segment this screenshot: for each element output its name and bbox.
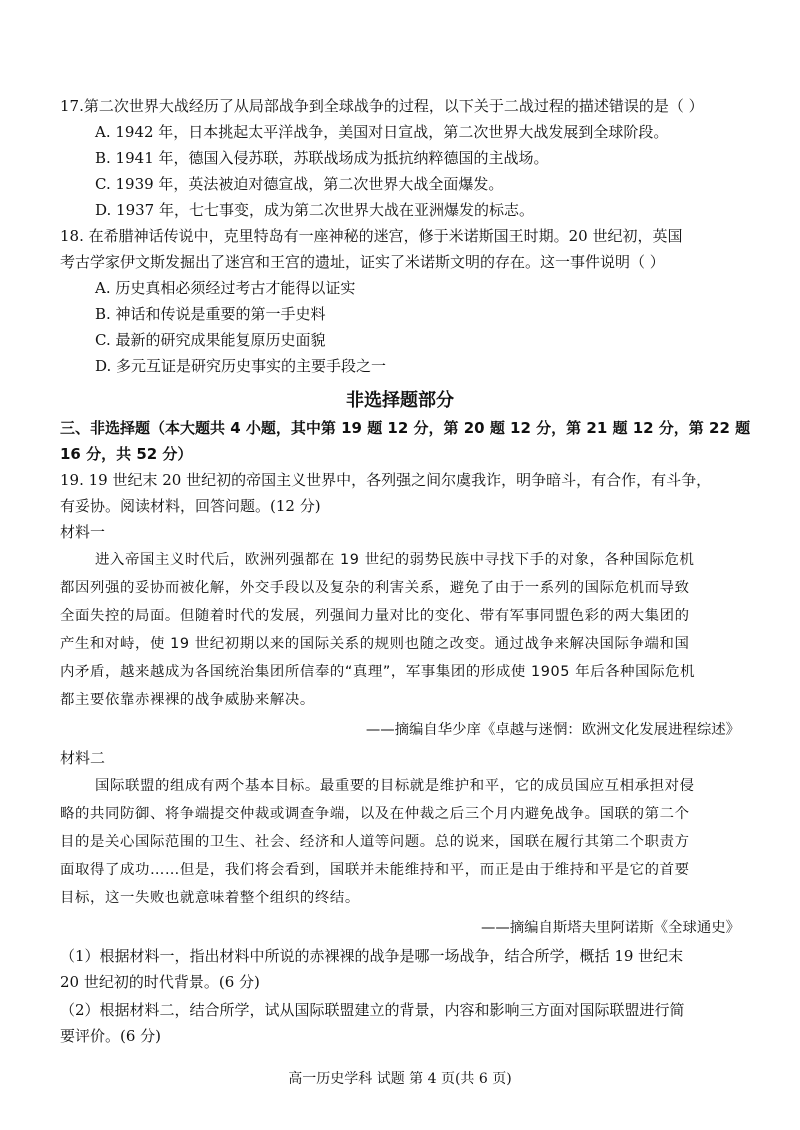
- material-1-source: ——摘编自华少庠《卓越与迷惘：欧洲文化发展进程综述》: [365, 722, 740, 738]
- material-2-label: 材料二: [60, 749, 106, 767]
- q19-sub2-line-1: （2）根据材料二，结合所学，试从国际联盟建立的背景，内容和影响三方面对国际联盟进行简: [60, 1001, 685, 1019]
- material-2-line: 面取得了成功……但是，我们将会看到，国联并未能维持和平，而正是由于维持和平是它的首要: [60, 862, 690, 878]
- q19-stem-line-1: 19. 19 世纪末 20 世纪初的帝国主义世界中，各列强之间尔虞我诈，明争暗斗，有合作，有斗争，: [60, 471, 712, 489]
- section-title: 非选择题部分: [346, 390, 454, 411]
- material-1-label: 材料一: [60, 523, 106, 541]
- section-intro-line-1: 三、非选择题（本大题共 4 小题，其中第 19 题 12 分，第 20 题 12 分，第 21 题 12 分，第 22 题: [60, 419, 751, 437]
- q19-sub1-line-1: （1）根据材料一，指出材料中所说的赤裸裸的战争是哪一场战争，结合所学，概括 19 世纪末: [60, 947, 684, 965]
- q17-stem: 17.第二次世界大战经历了从局部战争到全球战争的过程，以下关于二战过程的描述错误的是（ ）: [60, 97, 704, 115]
- material-1-line: 产生和对峙，使 19 世纪初期以来的国际关系的规则也随之改变。通过战争来解决国际争端和国: [60, 636, 690, 652]
- section-intro-line-2: 16 分，共 52 分）: [60, 445, 193, 463]
- material-2-line: 略的共同防御、将争端提交仲裁或调查争端，以及在仲裁之后三个月内避免战争。国联的第二个: [60, 806, 690, 822]
- q18-option-c: C. 最新的研究成果能复原历史面貌: [95, 331, 326, 349]
- q18-stem-line-1: 18. 在希腊神话传说中，克里特岛有一座神秘的迷宫，修于米诺斯国王时期。20 世纪初，英国: [60, 227, 683, 245]
- material-1-line: 进入帝国主义时代后，欧洲列强都在 19 世纪的弱势民族中寻找下手的对象，各种国际危机: [95, 552, 695, 568]
- q19-stem-line-2: 有妥协。阅读材料，回答问题。(12 分): [60, 497, 321, 515]
- q19-sub2-line-2: 要评价。(6 分): [60, 1027, 162, 1045]
- material-1-line: 全面失控的局面。但随着时代的发展，列强间力量对比的变化、带有军事同盟色彩的两大集团的: [60, 608, 690, 624]
- q19-sub1-line-2: 20 世纪初的时代背景。(6 分): [60, 973, 260, 991]
- material-1-line: 都因列强的妥协而被化解，外交手段以及复杂的利害关系，避免了由于一系列的国际危机而导致: [60, 580, 690, 596]
- q17-option-c: C. 1939 年，英法被迫对德宣战，第二次世界大战全面爆发。: [95, 175, 504, 193]
- page-footer: 高一历史学科 试题 第 4 页(共 6 页): [288, 1071, 512, 1087]
- q17-option-a: A. 1942 年，日本挑起太平洋战争，美国对日宣战，第二次世界大战发展到全球阶段。: [95, 123, 669, 141]
- material-1-line: 都主要依靠赤裸裸的战争威胁来解决。: [60, 692, 315, 708]
- q17-option-d: D. 1937 年，七七事变，成为第二次世界大战在亚洲爆发的标志。: [95, 201, 534, 219]
- q17-option-b: B. 1941 年，德国入侵苏联，苏联战场成为抵抗纳粹德国的主战场。: [95, 149, 549, 167]
- q18-option-d: D. 多元互证是研究历史事实的主要手段之一: [95, 357, 387, 375]
- material-2-line: 国际联盟的组成有两个基本目标。最重要的目标就是维护和平，它的成员国应互相承担对侵: [95, 778, 695, 794]
- q18-stem-line-2: 考古学家伊文斯发掘出了迷宫和王宫的遗址，证实了米诺斯文明的存在。这一事件说明（ ）: [60, 253, 665, 271]
- q18-option-b: B. 神话和传说是重要的第一手史料: [95, 305, 326, 323]
- material-1-line: 内矛盾，越来越成为各国统治集团所信奉的“真理”，军事集团的形成使 1905 年后各种国际危机: [60, 664, 696, 680]
- material-2-source: ——摘编自斯塔夫里阿诺斯《全球通史》: [480, 920, 740, 936]
- q18-option-a: A. 历史真相必须经过考古才能得以证实: [95, 279, 356, 297]
- material-2-line: 目标，这一失败也就意味着整个组织的终结。: [60, 890, 360, 906]
- material-2-line: 目的是关心国际范围的卫生、社会、经济和人道等问题。总的说来，国联在履行其第二个职责方: [60, 834, 690, 850]
